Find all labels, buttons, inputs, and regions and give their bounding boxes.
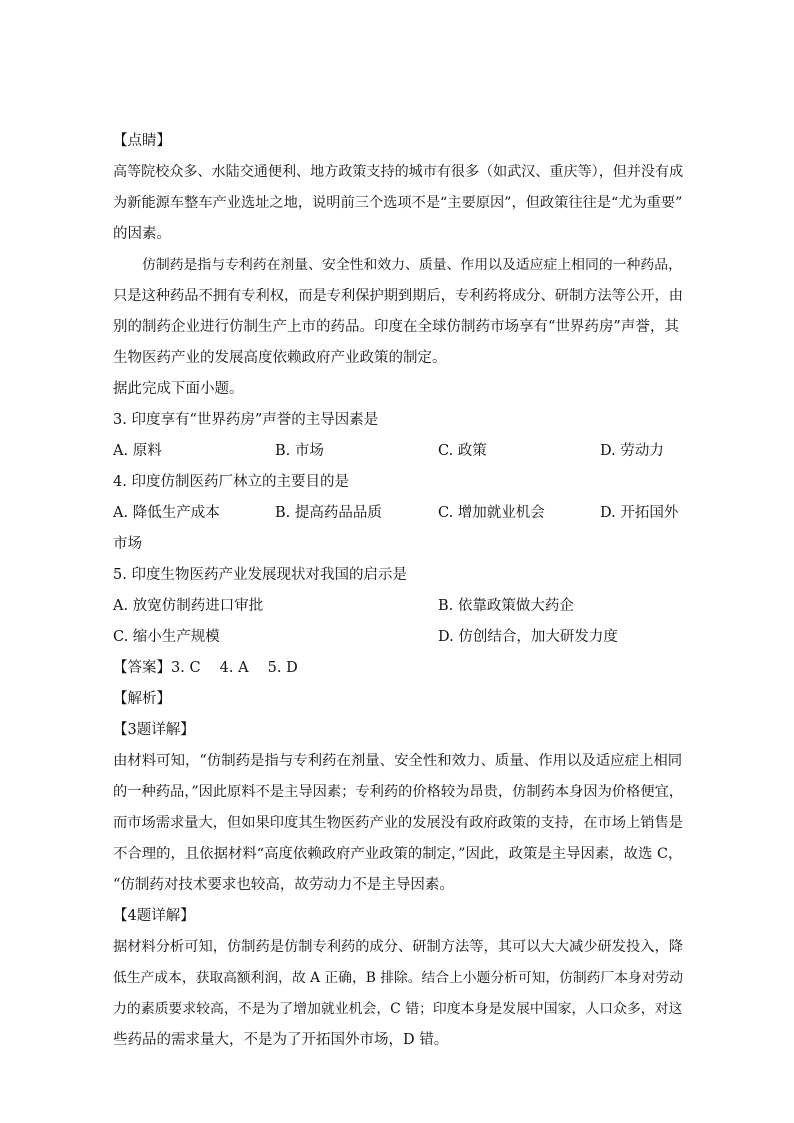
q4-option-c: C. 增加就业机会 <box>438 505 545 521</box>
q4-detail-line-2: 低生产成本，获取高额利润，故 A 正确，B 排除。结合上小题分析可知，仿制药厂本身对劳动 <box>113 970 684 986</box>
q5-option-c: C. 缩小生产规模 <box>113 629 220 645</box>
q3-detail-line-3: 而市场需求量大，但如果印度其生物医药产业的发展没有政府政策的支持，在市场上销售是 <box>113 815 684 831</box>
heading-q3-detail: 【3题详解】 <box>113 722 195 738</box>
material-line-1: 仿制药是指与专利药在剂量、安全性和效力、质量、作用以及适应症上相同的一种药品， <box>142 257 682 273</box>
q4-detail-line-3: 力的素质要求较高，不是为了增加就业机会，C 错；印度本身是发展中国家，人口众多，对这 <box>113 1001 683 1017</box>
q5-option-d: D. 仿创结合，加大研发力度 <box>438 629 618 645</box>
q4-option-a: A. 降低生产成本 <box>113 505 220 521</box>
q3-detail-line-1: 由材料可知，“仿制药是指与专利药在剂量、安全性和效力、质量、作用以及适应症上相同 <box>113 753 683 769</box>
dianjing-line-3: 的因素。 <box>113 226 171 242</box>
heading-q4-detail: 【4题详解】 <box>113 908 195 924</box>
heading-jiexi: 【解析】 <box>113 691 171 707</box>
q3-stem: 3. 印度享有“世界药房”声誉的主导因素是 <box>113 412 379 428</box>
q4-option-d: D. 开拓国外 <box>600 505 679 521</box>
q4-option-d-wrap: 市场 <box>113 536 142 552</box>
q3-detail-line-5: “仿制药对技术要求也较高，故劳动力不是主导因素。 <box>113 877 454 893</box>
material-line-4: 生物医药产业的发展高度依赖政府产业政策的制定。 <box>113 350 447 366</box>
q5-option-b: B. 依靠政策做大药企 <box>438 598 574 614</box>
q3-option-c: C. 政策 <box>438 443 487 459</box>
q4-stem: 4. 印度仿制医药厂林立的主要目的是 <box>113 474 349 490</box>
q5-option-a: A. 放宽仿制药进口审批 <box>113 598 264 614</box>
q3-detail-line-4: 不合理的，且依据材料“高度依赖政府产业政策的制定，”因此，政策是主导因素，故选 C， <box>113 846 683 862</box>
q5-stem: 5. 印度生物医药产业发展现状对我国的启示是 <box>113 567 407 583</box>
dianjing-line-2: 为新能源车整车产业选址之地，说明前三个选项不是“主要原因”，但政策往往是“尤为重要” <box>113 195 683 211</box>
q3-option-b: B. 市场 <box>275 443 324 459</box>
q4-detail-line-1: 据材料分析可知，仿制药是仿制专利药的成分、研制方法等，其可以大大减少研发投入，降 <box>113 939 684 955</box>
q3-detail-line-2: 的一种药品，”因此原料不是主导因素；专利药的价格较为昂贵，仿制药本身因为价格便宜， <box>113 784 684 800</box>
material-line-3: 别的制药企业进行仿制生产上市的药品。印度在全球仿制药市场享有“世界药房”声誉，其 <box>113 319 679 335</box>
q4-detail-line-4: 些药品的需求量大，不是为了开拓国外市场，D 错。 <box>113 1032 449 1048</box>
instruction: 据此完成下面小题。 <box>113 381 244 397</box>
q3-option-d: D. 劳动力 <box>600 443 664 459</box>
q4-option-b: B. 提高药品品质 <box>275 505 382 521</box>
material-line-2: 只是这种药品不拥有专利权，而是专利保护期到期后，专利药将成分、研制方法等公开，由 <box>113 288 684 304</box>
q3-option-a: A. 原料 <box>113 443 162 459</box>
heading-dianjing: 【点睛】 <box>113 133 171 149</box>
dianjing-line-1: 高等院校众多、水陆交通便利、地方政策支持的城市有很多（如武汉、重庆等），但并没有成 <box>113 164 684 180</box>
answer-line: 【答案】3. C 4. A 5. D <box>113 660 298 676</box>
